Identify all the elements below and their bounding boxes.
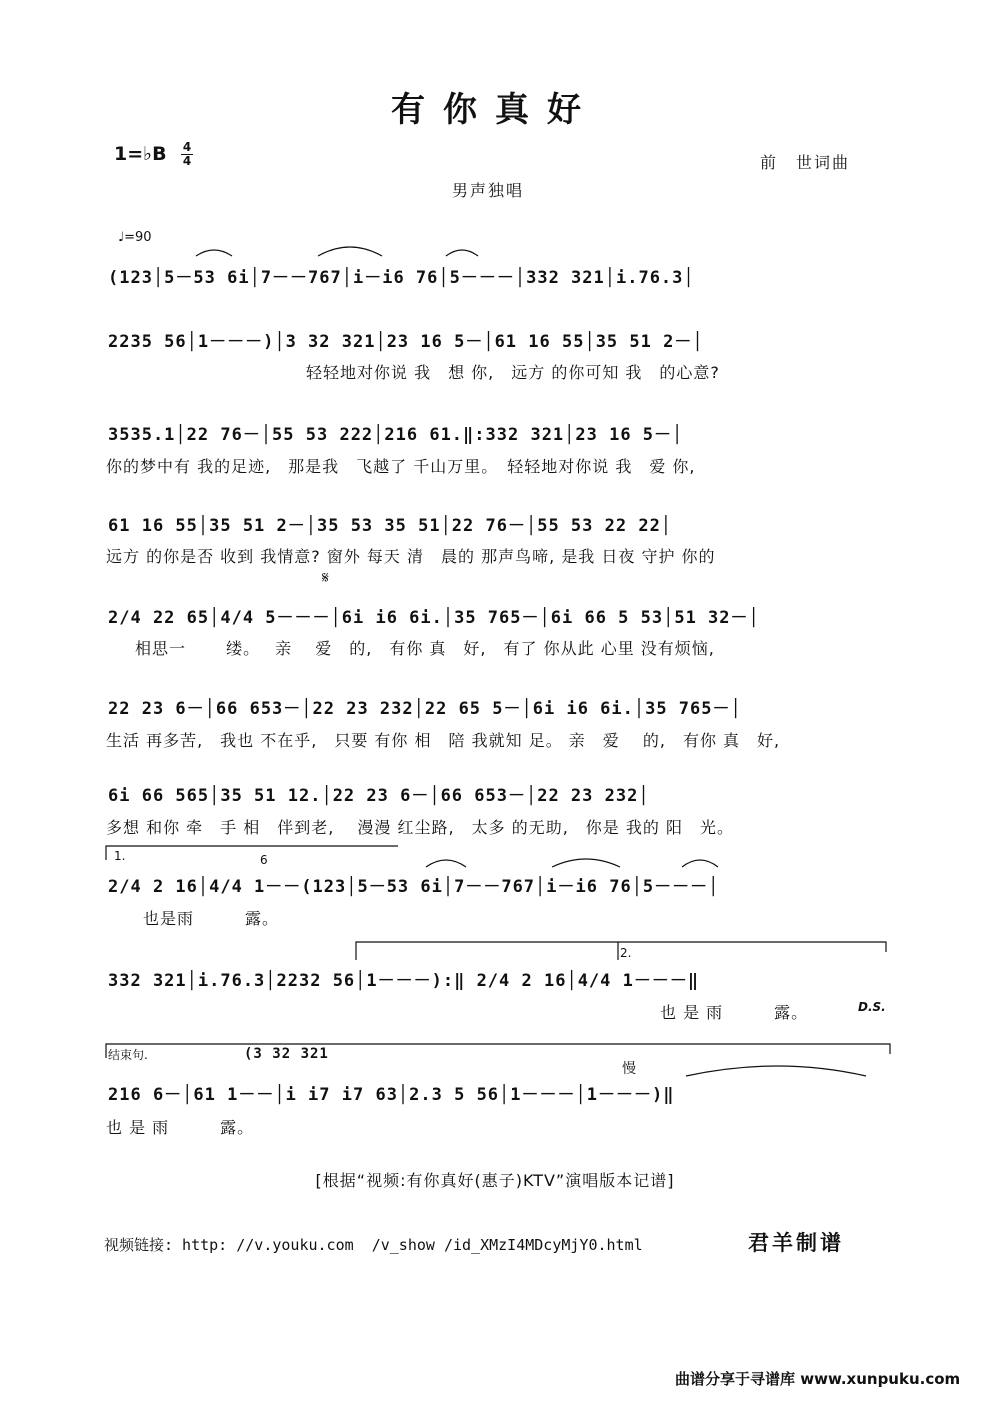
slur-arc — [426, 860, 466, 867]
slur-arc — [318, 247, 382, 256]
system-3-lyrics: 你的梦中有 我的足迹, 那是我 飞越了 千山万里。 轻轻地对你说 我 爱 你, — [106, 457, 696, 476]
system-5-notes: 2/4 22 65│4/4 5－－－│6i i6 6i.│35 765－│6i 66 5 53│51 32－│ — [108, 608, 760, 628]
system-10-lyrics: 也 是 雨 露。 — [106, 1118, 255, 1137]
system-8-notes: 2/4 2 16│4/4 1－－(123│5－53 6i│7－－767│i－i6 76│5－－－│ — [108, 877, 720, 897]
grace-note: 6 — [260, 853, 268, 867]
system-7-lyrics: 多想 和你 牵 手 相 伴到老, 漫漫 红尘路, 太多 的无助, 你是 我的 阳 光。 — [106, 818, 734, 837]
transcriber-signature: 君羊制谱 — [748, 1230, 844, 1255]
author-credit: 前 世词曲 — [760, 153, 851, 172]
volta-1-label: 1. — [114, 849, 126, 863]
slur-arc — [552, 859, 620, 867]
time-signature — [180, 141, 194, 168]
ending-label: 结束句. — [108, 1048, 148, 1062]
system-4-lyrics: 远方 的你是否 收到 我情意? 窗外 每天 清 晨的 那声鸟啼, 是我 日夜 守护 你的 — [106, 547, 716, 566]
system-5-lyrics: 相思一 缕。 亲 爱 的, 有你 真 好, 有了 你从此 心里 没有烦恼, — [135, 639, 715, 658]
slur-arc — [446, 250, 478, 256]
system-3-notes: 3535.1│22 76－│55 53 222│216 61.‖:332 321│23 16 5－│ — [108, 425, 684, 445]
video-link[interactable]: 视频链接: http: //v.youku.com /v_show /id_XMzI4MDcyMjY0.html — [104, 1236, 643, 1254]
system-7-notes: 6i 66 565│35 51 12.│22 23 6－│66 653－│22 23 232│ — [108, 786, 650, 806]
source-note: [根据“视频:有你真好(惠子)KTV”演唱版本记谱] — [315, 1171, 675, 1190]
segno-sign: 𝄋 — [322, 568, 329, 587]
performance-note: 男声独唱 — [452, 181, 525, 200]
system-6-lyrics: 生活 再多苦, 我也 不在乎, 只要 有你 相 陪 我就知 足。 亲 爱 的, 有你 真 好, — [106, 731, 781, 750]
ending-bracket — [106, 1044, 890, 1058]
tempo-mark: ♩=90 — [118, 230, 152, 245]
key-signature: 1=♭B — [114, 143, 167, 165]
system-9-notes: 332 321│i.76.3│2232 56│1－－－):‖ 2/4 2 16│4/4 1－－－‖ — [108, 971, 700, 991]
site-footer: 曲谱分享于寻谱库 www.xunpuku.com — [675, 1370, 961, 1388]
slow-mark: 慢 — [622, 1061, 636, 1077]
slur-arc — [686, 1066, 866, 1076]
system-8-lyrics: 也是雨 露。 — [143, 909, 280, 928]
system-2-notes: 2235 56│1－－－)│3 32 321│23 16 5－│61 16 55│35 51 2－│ — [108, 332, 704, 352]
system-2-lyrics: 轻轻地对你说 我 想 你, 远方 的你可知 我 的心意? — [306, 363, 720, 382]
system-10-notes: 216 6－│61 1－－│i i7 i7 63│2.3 5 56│1－－－│1－－－)‖ — [108, 1085, 675, 1105]
ending-intro-notes: (3 32 321 — [244, 1046, 329, 1062]
system-1-notes: (123│5－53 6i│7－－767│i－i6 76│5－－－│332 321│i.76.3│ — [108, 268, 695, 288]
system-4-notes: 61 16 55│35 51 2－│35 53 35 51│22 76－│55 53 22 22│ — [108, 516, 673, 536]
system-9-lyrics: 也 是 雨 露。 — [660, 1003, 809, 1022]
volta-1-bracket — [106, 846, 398, 860]
slur-arc — [196, 250, 232, 256]
meter-bottom: 4 — [182, 154, 192, 168]
slur-arc — [682, 860, 718, 867]
dal-segno-mark: D.S. — [858, 1000, 886, 1014]
page-title: 有你真好 — [391, 90, 599, 130]
system-6-notes: 22 23 6－│66 653－│22 23 232│22 65 5－│6i i6 6i.│35 765－│ — [108, 699, 742, 719]
meter-top: 4 — [182, 140, 192, 154]
volta-2-label: 2. — [620, 946, 632, 960]
